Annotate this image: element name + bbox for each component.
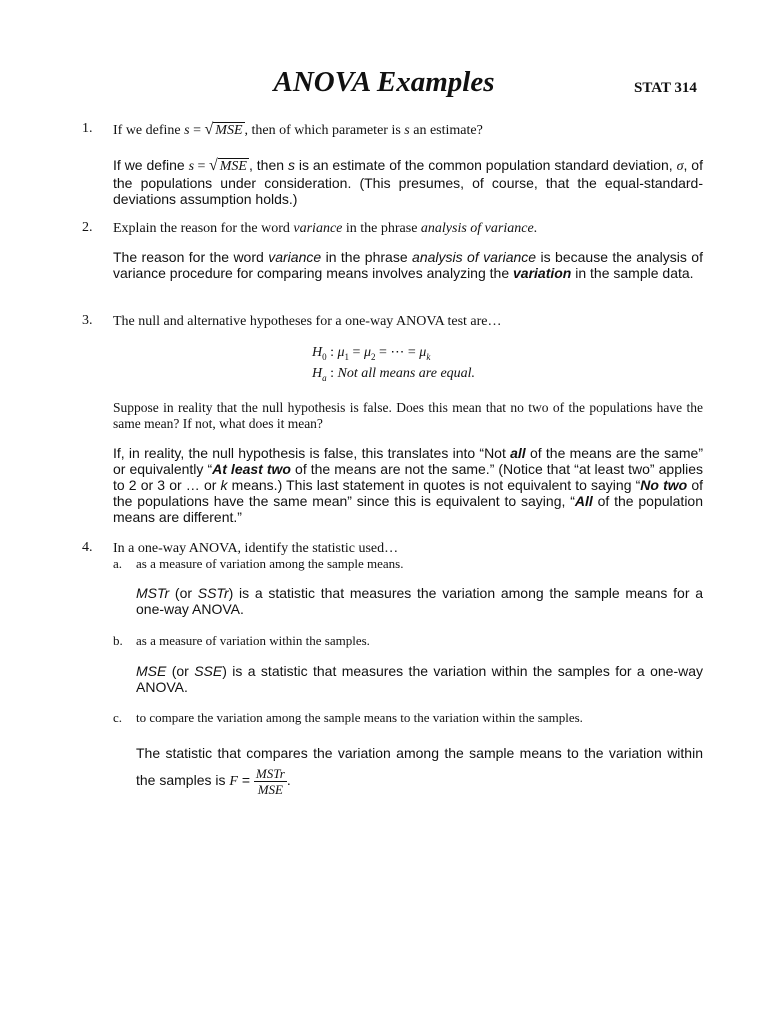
page-title: ANOVA Examples [273, 66, 495, 98]
q1-question: If we define s = √ MSE , then of which parameter is s an estimate? [113, 121, 483, 138]
q4b-letter: b. [113, 633, 123, 648]
q2-number: 2. [82, 220, 93, 235]
q4-number: 4. [82, 540, 93, 555]
f-ratio-fraction: $\frac{\text{MSTr}}{\text{MSE}}$ [255, 766, 285, 797]
q3-intro: The null and alternative hypotheses for a one-way ANOVA test are… [113, 314, 502, 329]
q2-question: Explain the reason for the word variance in the phrase analysis of variance. [113, 221, 538, 236]
q4c-question: to compare the variation among the sample means to the variation within the samples. [136, 710, 583, 725]
course-code: STAT 314 [634, 80, 697, 96]
q3-question: Suppose in reality that the null hypothesis is false. Does this mean that no two of the populations have the same mean? If not, what does it mean? [113, 400, 703, 431]
q3-number: 3. [82, 313, 93, 328]
q4-intro: In a one-way ANOVA, identify the statistic used… [113, 541, 399, 556]
q1-answer: If we define s = √ MSE , then s is an estimate of the common population standard deviation, σ, of the populations under consideration. (This presumes, of course, that the equal-standard-deviations assumption holds.) [113, 157, 703, 207]
q4c-letter: c. [113, 710, 123, 725]
q4a-answer: MSTr (or SSTr) is a statistic that measures the variation among the sample means for a one-way ANOVA. [136, 585, 703, 617]
q3-answer: If, in reality, the null hypothesis is false, this translates into “Not all of the means are the same” or equivalently “At least two of the means are not the same.” (Notice that “at least two” applies to 2 or 3 or … or k means.) This last statement in quotes is not equivalent to saying “No two of the populations have the same mean” since this is equivalent to saying, “All of the population means are different.” [113, 445, 704, 525]
q1-number: 1. [82, 121, 93, 136]
q4a-letter: a. [113, 556, 123, 571]
q2-answer: The reason for the word variance in the phrase analysis of variance is because the analysis of variance procedure for comparing means involves analyzing the variation in the sample data. [113, 249, 703, 281]
q4a-question: as a measure of variation among the sample means. [136, 556, 404, 571]
null-hypothesis: $H_0$ : $\mu_1 = \mu_2$ = ⋯ = $\mu_k$ [312, 345, 431, 362]
q4c-answer: The statistic that compares the variation among the sample means to the variation within the samples is F = $\frac{\text{MSTr}}{\text{MSE}}$ . [136, 745, 703, 797]
sqrt-mse: √ MSE [208, 157, 247, 174]
q4b-answer: MSE (or SSE) is a statistic that measures the variation within the samples for a one-way ANOVA. [136, 663, 703, 695]
alternative-hypothesis: $H_a$ : Not all means are equal. [312, 366, 476, 383]
sqrt-mse: √ MSE [204, 121, 243, 138]
q4b-question: as a measure of variation within the samples. [136, 633, 370, 648]
